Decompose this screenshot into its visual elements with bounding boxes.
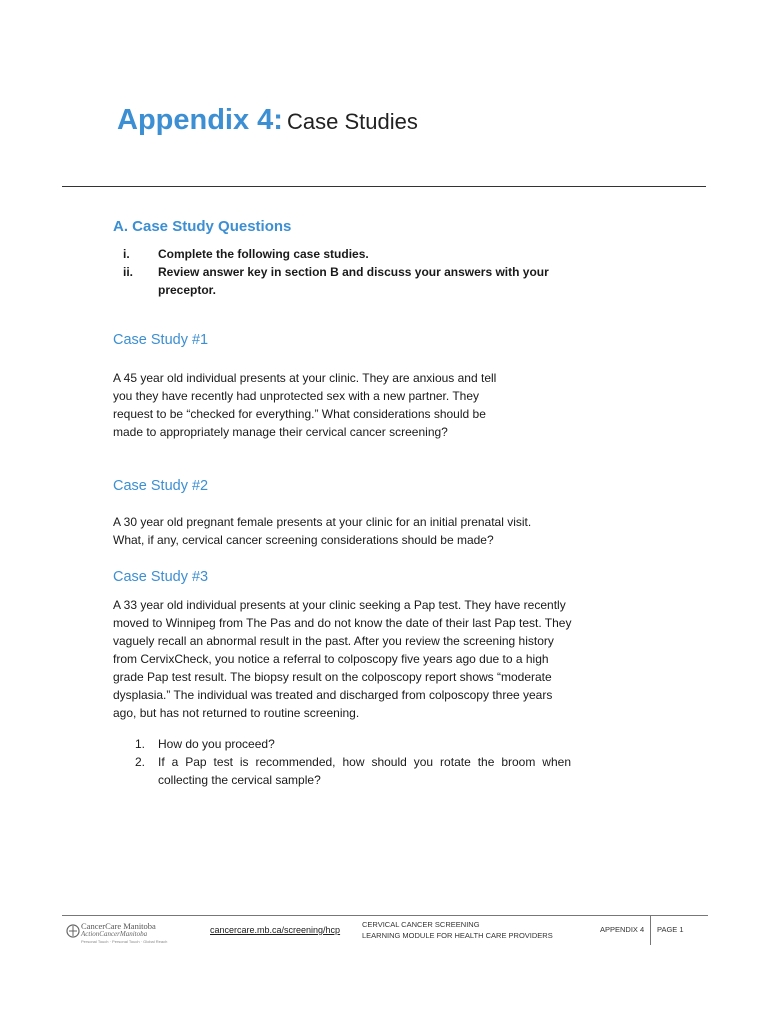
logo-mark-icon [66,924,80,938]
case-study-3-text: A 33 year old individual presents at your clinic seeking a Pap test. They have recently moved to Winnipeg from The Pas and do not know the date of their last Pap test. They vaguely recall an abnormal result in the past. After you review the screening history from CervixCheck, you notice a referral to colposcopy five years ago due to a high grade Pap test result. The biopsy result on the colposcopy report shows “moderate dysplasia.” The individual was treated and discharged from colposcopy three years ago, but has not returned to routine screening. [113,598,572,720]
logo-name: CancerCare Manitoba [81,921,156,931]
instruction-text: Complete the following case studies. [158,247,369,261]
cancercare-logo [66,920,176,950]
case-study-1-text: A 45 year old individual presents at your clinic. They are anxious and tell you they have recently had unprotected sex with a new partner. They request to be “checked for everything.” What considerations should be made to appropriately manage their cervical cancer screening? [113,371,497,439]
footer-page-number: PAGE 1 [657,925,684,934]
question-number: 2. [135,755,146,769]
section-a-heading: A. Case Study Questions [113,218,292,235]
question-text: If a Pap test is recommended, how should you rotate the broom when collecting the cervical sample? [158,755,571,787]
question-text: How do you proceed? [158,737,275,751]
instruction-item [113,263,573,299]
footer-module-title [362,919,553,941]
instruction-text: Review answer key in section B and discuss your answers with your preceptor. [158,265,549,297]
case-study-2-heading: Case Study #2 [113,478,209,494]
question-number: 1. [135,737,146,751]
instruction-list [113,245,573,299]
logo-name-french: ActionCancerManitoba [81,930,148,938]
title-text: Case Studies [286,109,418,134]
page-title [117,100,418,137]
footer-website-link[interactable]: cancercare.mb.ca/screening/hcp [210,925,341,935]
instruction-item [113,245,573,263]
title-divider [62,186,706,187]
footer-appendix-label: APPENDIX 4 [600,925,645,934]
footer-divider [62,915,708,916]
logo-tagline: Personal Touch · Personal Touch · Global Reach [81,939,168,944]
case-study-1-heading: Case Study #1 [113,332,209,348]
footer-module-line1: CERVICAL CANCER SCREENING [362,920,480,929]
instruction-number: ii. [123,265,134,279]
footer-module-line2: LEARNING MODULE FOR HEALTH CARE PROVIDERS [362,931,553,940]
case-study-3-heading: Case Study #3 [113,569,209,585]
question-item [113,735,571,753]
instruction-number: i. [123,247,130,261]
case-study-3-questions [113,735,571,789]
footer-separator [650,915,651,945]
question-item [113,753,571,789]
case-study-2-text: A 30 year old pregnant female presents at your clinic for an initial prenatal visit. What, if any, cervical cancer screening considerations should be made? [113,515,532,547]
title-appendix-number: Appendix 4: [117,104,283,136]
